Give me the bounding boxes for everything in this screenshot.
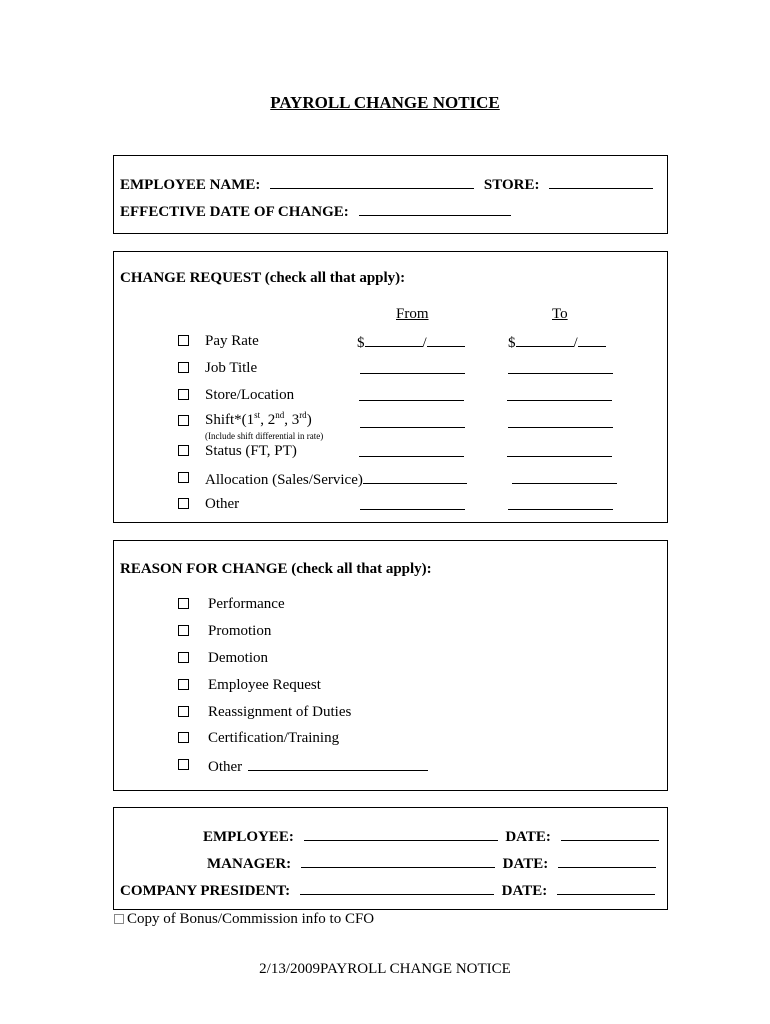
allocation-from-field[interactable] — [363, 470, 467, 484]
employee-name-label: EMPLOYEE NAME: — [120, 177, 261, 193]
job-title-checkbox[interactable] — [178, 362, 189, 373]
effective-date-label: EFFECTIVE DATE OF CHANGE: — [120, 204, 349, 220]
shift-to-field[interactable] — [508, 414, 613, 433]
to-column-header: To — [552, 306, 568, 322]
reason-promotion-checkbox[interactable] — [178, 625, 189, 636]
reason-promotion-label: Promotion — [208, 623, 272, 639]
other-change-from-field[interactable] — [360, 496, 465, 515]
employee-date-field[interactable] — [561, 827, 659, 841]
reason-reassignment-label: Reassignment of Duties — [208, 704, 352, 720]
slash: / — [422, 335, 427, 351]
manager-date-label: DATE: — [502, 856, 549, 872]
reason-demotion-label: Demotion — [208, 650, 268, 666]
president-date-field[interactable] — [557, 881, 655, 895]
effective-date-field[interactable] — [359, 202, 511, 216]
president-signature-label: COMPANY PRESIDENT: — [120, 883, 291, 899]
allocation-checkbox[interactable] — [178, 472, 189, 483]
allocation-label: Allocation (Sales/Service) — [205, 472, 363, 488]
change-request-heading: CHANGE REQUEST (check all that apply): — [120, 270, 406, 286]
footer-text: 2/13/2009PAYROLL CHANGE NOTICE — [259, 961, 511, 977]
president-signature-field[interactable] — [300, 881, 494, 895]
other-change-to-field[interactable] — [508, 496, 613, 515]
effective-date-row — [120, 202, 511, 221]
page-title: PAYROLL CHANGE NOTICE — [270, 93, 500, 112]
job-title-to-field[interactable] — [508, 360, 613, 379]
reason-other-label: Other — [208, 759, 243, 775]
reason-other-row — [208, 757, 428, 776]
manager-date-field[interactable] — [558, 854, 656, 868]
reason-employee-request-label: Employee Request — [208, 677, 321, 693]
allocation-row — [205, 470, 467, 489]
president-signature-row — [120, 881, 655, 900]
store-field[interactable] — [549, 175, 653, 189]
status-to-field[interactable] — [507, 443, 612, 462]
shift-checkbox[interactable] — [178, 415, 189, 426]
store-location-label: Store/Location — [205, 387, 295, 403]
dollar-sign: $ — [357, 335, 365, 351]
store-label: STORE: — [483, 177, 540, 193]
manager-signature-row — [207, 854, 656, 873]
employee-signature-label: EMPLOYEE: — [203, 829, 294, 845]
shift-note: (Include shift differential in rate) — [205, 431, 324, 441]
status-checkbox[interactable] — [178, 445, 189, 456]
reason-certification-label: Certification/Training — [208, 730, 340, 746]
job-title-label: Job Title — [205, 360, 258, 376]
reason-performance-label: Performance — [208, 596, 285, 612]
dollar-sign: $ — [508, 335, 516, 351]
copy-note-checkbox[interactable] — [114, 914, 124, 924]
manager-signature-label: MANAGER: — [207, 856, 292, 872]
employee-signature-field[interactable] — [304, 827, 498, 841]
job-title-from-field[interactable] — [360, 360, 465, 379]
reason-performance-checkbox[interactable] — [178, 598, 189, 609]
copy-note-label: Copy of Bonus/Commission info to CFO — [127, 911, 375, 927]
store-location-from-field[interactable] — [359, 387, 464, 406]
employee-info-box — [113, 155, 668, 234]
pay-rate-label: Pay Rate — [205, 333, 259, 349]
pay-rate-to-field[interactable] — [508, 333, 606, 352]
reason-other-field[interactable] — [248, 757, 428, 771]
store-location-checkbox[interactable] — [178, 389, 189, 400]
reason-other-checkbox[interactable] — [178, 759, 189, 770]
status-label: Status (FT, PT) — [205, 443, 297, 459]
employee-signature-row — [203, 827, 659, 846]
employee-name-row — [120, 175, 653, 194]
slash: / — [573, 335, 578, 351]
copy-note-row — [114, 911, 374, 928]
status-from-field[interactable] — [359, 443, 464, 462]
pay-rate-from-field[interactable] — [357, 333, 465, 352]
store-location-to-field[interactable] — [507, 387, 612, 406]
other-change-checkbox[interactable] — [178, 498, 189, 509]
shift-from-field[interactable] — [360, 414, 465, 433]
other-change-label: Other — [205, 496, 240, 512]
reason-employee-request-checkbox[interactable] — [178, 679, 189, 690]
reason-reassignment-checkbox[interactable] — [178, 706, 189, 717]
from-column-header: From — [396, 306, 429, 322]
shift-label: Shift*(1st, 2nd, 3rd) — [205, 410, 312, 428]
reason-demotion-checkbox[interactable] — [178, 652, 189, 663]
reason-certification-checkbox[interactable] — [178, 732, 189, 743]
allocation-to-field[interactable] — [512, 470, 617, 489]
employee-date-label: DATE: — [505, 829, 551, 845]
reason-heading: REASON FOR CHANGE (check all that apply): — [120, 561, 432, 577]
pay-rate-checkbox[interactable] — [178, 335, 189, 346]
president-date-label: DATE: — [501, 883, 548, 899]
employee-name-field[interactable] — [270, 175, 474, 189]
manager-signature-field[interactable] — [301, 854, 495, 868]
